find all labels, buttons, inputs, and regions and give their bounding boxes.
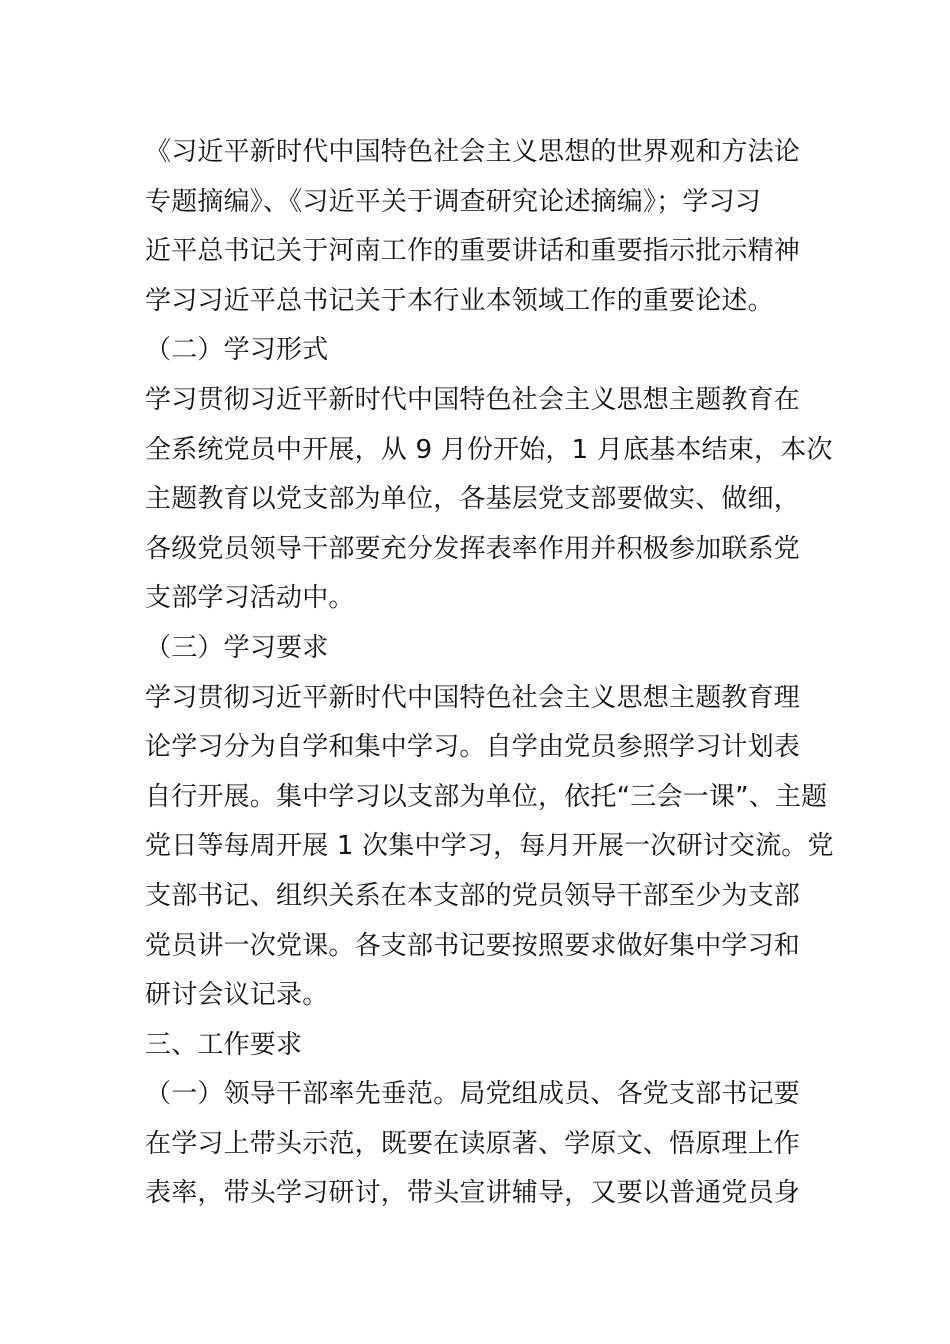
text-line: 《习近平新时代中国特色社会主义思想的世界观和方法论 [145,137,801,167]
text-line: 支部学习活动中。 [145,583,355,614]
document-body [145,128,834,1219]
text-line: 党日等每周开展 1 次集中学习，每月开展一次研讨交流。党 [145,831,834,862]
text-line: （一）领导干部率先垂范。局党组成员、各党支部书记要 [145,1079,801,1110]
section-heading: （二）学习形式 [145,335,329,366]
section-heading: 三、工作要求 [145,1029,303,1060]
text-line: 表率，带头学习研讨，带头宣讲辅导，又要以普通党员身 [145,1178,801,1209]
text-line: 学习贯彻习近平新时代中国特色社会主义思想主题教育在 [145,384,801,415]
text-line: 自行开展。集中学习以支部为单位，依托“三会一课”、主题 [145,781,828,812]
section-heading: （三）学习要求 [145,632,329,663]
text-line: 党员讲一次党课。各支部书记要按照要求做好集中学习和 [145,930,801,961]
text-line: 主题教育以党支部为单位，各基层党支部要做实、做细， [145,484,801,515]
text-line: 全系统党员中开展，从 9 月份开始，1 月底基本结束，本次 [145,434,833,465]
text-line: 各级党员领导干部要充分发挥表率作用并积极参加联系党 [145,533,801,564]
text-line: 专题摘编》、《习近平关于调查研究论述摘编》；学习习 [145,186,762,217]
text-line: 学习贯彻习近平新时代中国特色社会主义思想主题教育理 [145,682,801,713]
text-line: 支部书记、组织关系在本支部的党员领导干部至少为支部 [145,880,801,911]
text-line: 学习习近平总书记关于本行业本领域工作的重要论述。 [145,285,774,316]
text-line: 论学习分为自学和集中学习。自学由党员参照学习计划表 [145,732,801,763]
text-line: 近平总书记关于河南工作的重要讲话和重要指示批示精神 [145,236,801,267]
text-line: 在学习上带头示范，既要在读原著、学原文、悟原理上作 [145,1128,801,1159]
text-line: 研讨会议记录。 [145,980,329,1011]
